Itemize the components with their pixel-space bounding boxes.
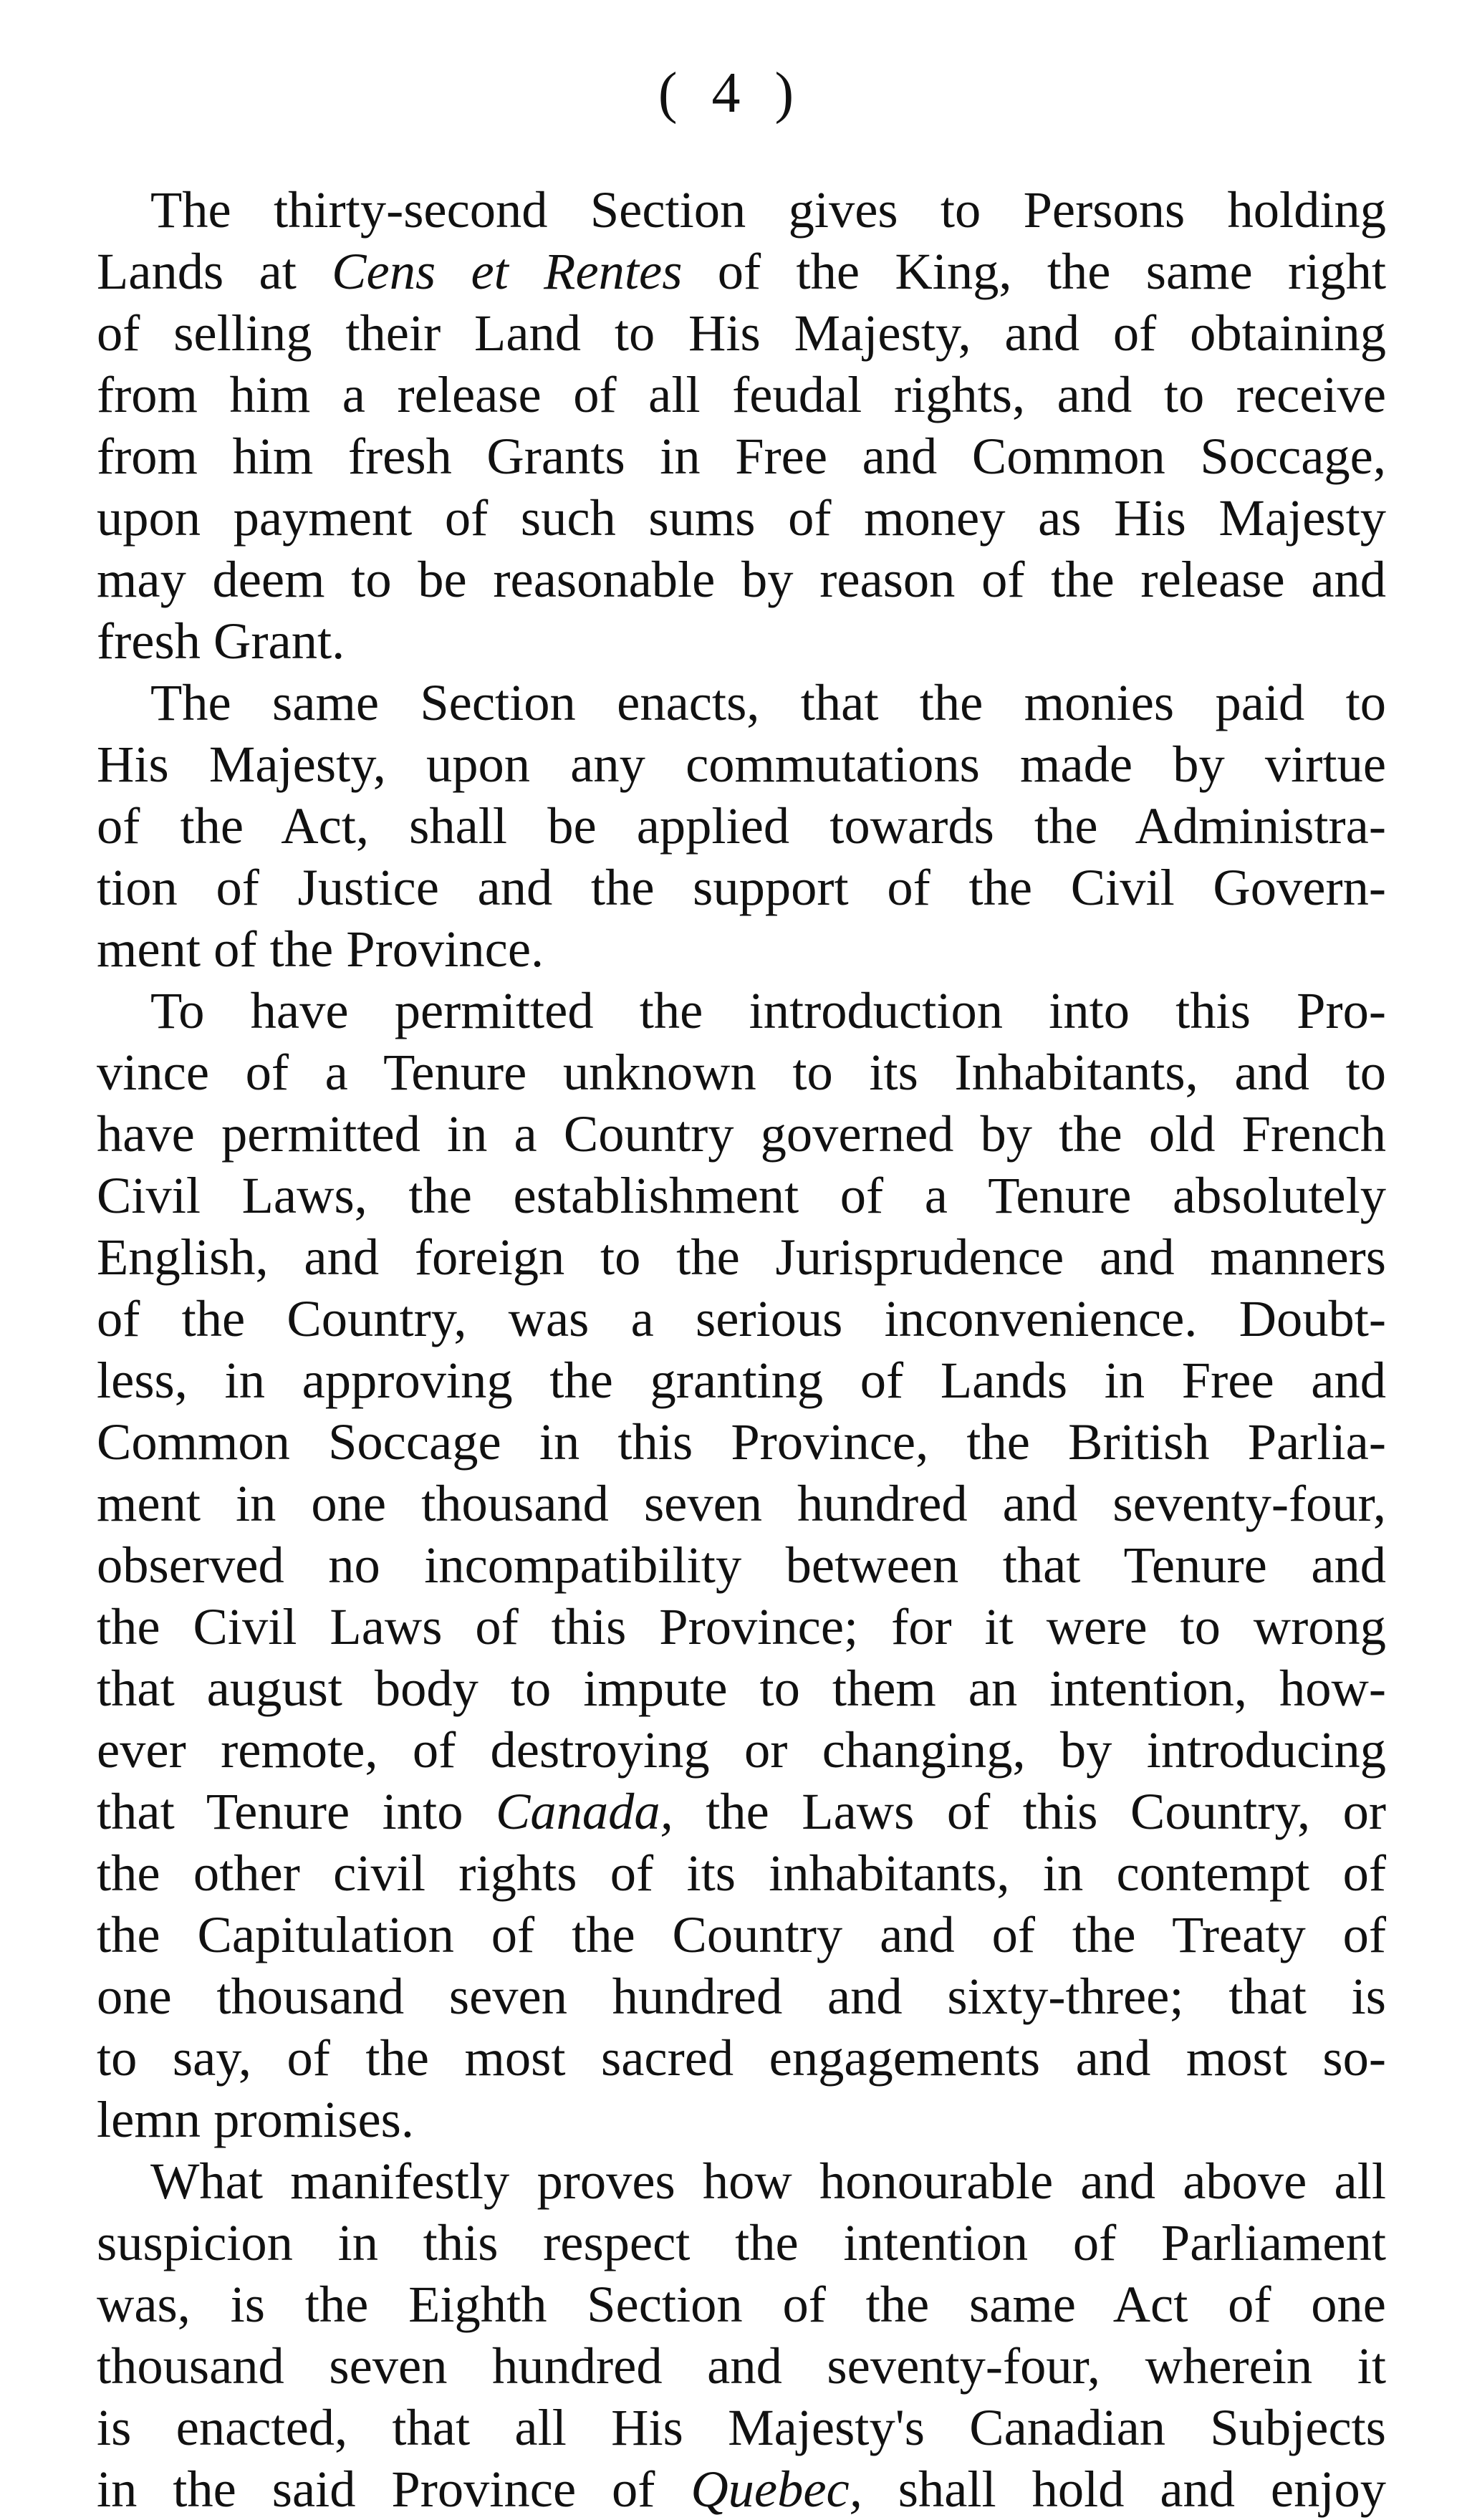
text-run: observed no incompatibility between that Tenure and (97, 1536, 1386, 1594)
text-line (97, 1350, 1386, 1411)
text-run: ment in one thousand seven hundred and seventy-four, (97, 1474, 1386, 1532)
text-run: of the Act, shall be applied towards the Administra- (97, 797, 1386, 855)
text-run: less, in approving the granting of Lands in Free and (97, 1351, 1386, 1409)
text-line (97, 857, 1386, 918)
italic-text: Cens et Rentes (332, 242, 683, 300)
page-number: ( 4 ) (658, 62, 804, 125)
paragraph (97, 672, 1386, 980)
text-run: shall hold and enjoy (862, 2460, 1387, 2518)
text-run: from him fresh Grants in Free and Common Soccage, (97, 427, 1386, 485)
text-run: the Capitulation of the Country and of the Treaty of (97, 1905, 1386, 1963)
text-line (97, 2089, 1386, 2150)
text-run: thousand seven hundred and seventy-four, wherein it (97, 2337, 1386, 2395)
text-run: suspicion in this respect the intention of Parliament (97, 2213, 1386, 2271)
text-run: ever remote, of destroying or changing, by introducing (97, 1721, 1386, 1779)
body-text (97, 179, 1386, 2520)
text-line (97, 425, 1386, 487)
text-line (97, 1473, 1386, 1534)
text-run: tion of Justice and the support of the Civil Govern- (97, 858, 1386, 916)
text-run: English, and foreign to the Jurisprudence and manners (97, 1228, 1386, 1286)
text-run: was, is the Eighth Section of the same Act of one (97, 2275, 1386, 2333)
text-line (97, 1842, 1386, 1904)
text-run: that august body to impute to them an intention, how- (97, 1659, 1386, 1717)
text-run: one thousand seven hundred and sixty-three; that is (97, 1967, 1386, 2025)
text-line (97, 549, 1386, 610)
text-run: The same Section enacts, that the monies paid to (150, 673, 1386, 731)
text-line (97, 179, 1386, 241)
text-line (97, 2397, 1386, 2458)
text-line (97, 2212, 1386, 2274)
italic-text: Quebec, (691, 2460, 862, 2518)
text-line (97, 734, 1386, 795)
text-line (97, 1596, 1386, 1658)
text-run: of the Country, was a serious inconvenience. Doubt- (97, 1289, 1386, 1347)
text-run: lemn promises. (97, 2090, 415, 2148)
text-line (97, 2027, 1386, 2089)
text-line (97, 2150, 1386, 2212)
text-line (97, 1226, 1386, 1288)
text-run: the other civil rights of its inhabitants, in contempt of (97, 1844, 1386, 1902)
text-line (97, 1042, 1386, 1103)
text-line (97, 1288, 1386, 1350)
text-line (97, 1966, 1386, 2027)
paragraph (97, 2150, 1386, 2520)
text-run: fresh Grant. (97, 612, 345, 670)
text-run: of the King, the same right (682, 242, 1386, 300)
text-run: His Majesty, upon any commutations made by virtue (97, 735, 1386, 793)
text-line (97, 1781, 1386, 1842)
text-line (97, 1904, 1386, 1966)
text-run: vince of a Tenure unknown to its Inhabitants, and to (97, 1043, 1386, 1101)
text-run: Common Soccage in this Province, the British Parlia- (97, 1413, 1386, 1471)
text-line (97, 980, 1386, 1042)
text-line (97, 487, 1386, 549)
text-line (97, 1103, 1386, 1165)
text-run: to say, of the most sacred engagements and most so- (97, 2029, 1386, 2087)
text-run: is enacted, that all His Majesty's Canadian Subjects (97, 2398, 1386, 2456)
text-line (97, 2274, 1386, 2335)
text-run: from him a release of all feudal rights, and to receive (97, 365, 1386, 423)
text-run: the Civil Laws of this Province; for it were to wrong (97, 1597, 1386, 1655)
text-run: that Tenure into (97, 1782, 496, 1840)
paragraph (97, 980, 1386, 2150)
text-line (97, 364, 1386, 425)
text-run: have permitted in a Country governed by the old French (97, 1105, 1386, 1163)
text-line (97, 302, 1386, 364)
text-run: The thirty-second Section gives to Persons holding (150, 181, 1386, 239)
text-run: in the said Province of (97, 2460, 691, 2518)
text-line (97, 610, 1386, 672)
text-line (97, 1534, 1386, 1596)
text-run: What manifestly proves how honourable and above all (150, 2152, 1386, 2210)
text-run: Lands at (97, 242, 332, 300)
text-line (97, 2335, 1386, 2397)
text-run: ment of the Province. (97, 920, 544, 978)
text-line (97, 2458, 1386, 2520)
text-run: upon payment of such sums of money as His Majesty (97, 489, 1386, 547)
text-run: To have permitted the introduction into this Pro- (150, 981, 1386, 1039)
text-line (97, 1165, 1386, 1226)
text-run: the Laws of this Country, or (673, 1782, 1386, 1840)
text-line (97, 672, 1386, 734)
text-line (97, 241, 1386, 302)
text-line (97, 918, 1386, 980)
text-line (97, 1411, 1386, 1473)
text-run: Civil Laws, the establishment of a Tenure absolutely (97, 1166, 1386, 1224)
text-line (97, 1719, 1386, 1781)
italic-text: Canada, (495, 1782, 673, 1840)
paragraph (97, 179, 1386, 672)
text-run: may deem to be reasonable by reason of the release and (97, 550, 1386, 608)
text-run: of selling their Land to His Majesty, and of obtaining (97, 304, 1386, 362)
text-line (97, 795, 1386, 857)
text-line (97, 1658, 1386, 1719)
